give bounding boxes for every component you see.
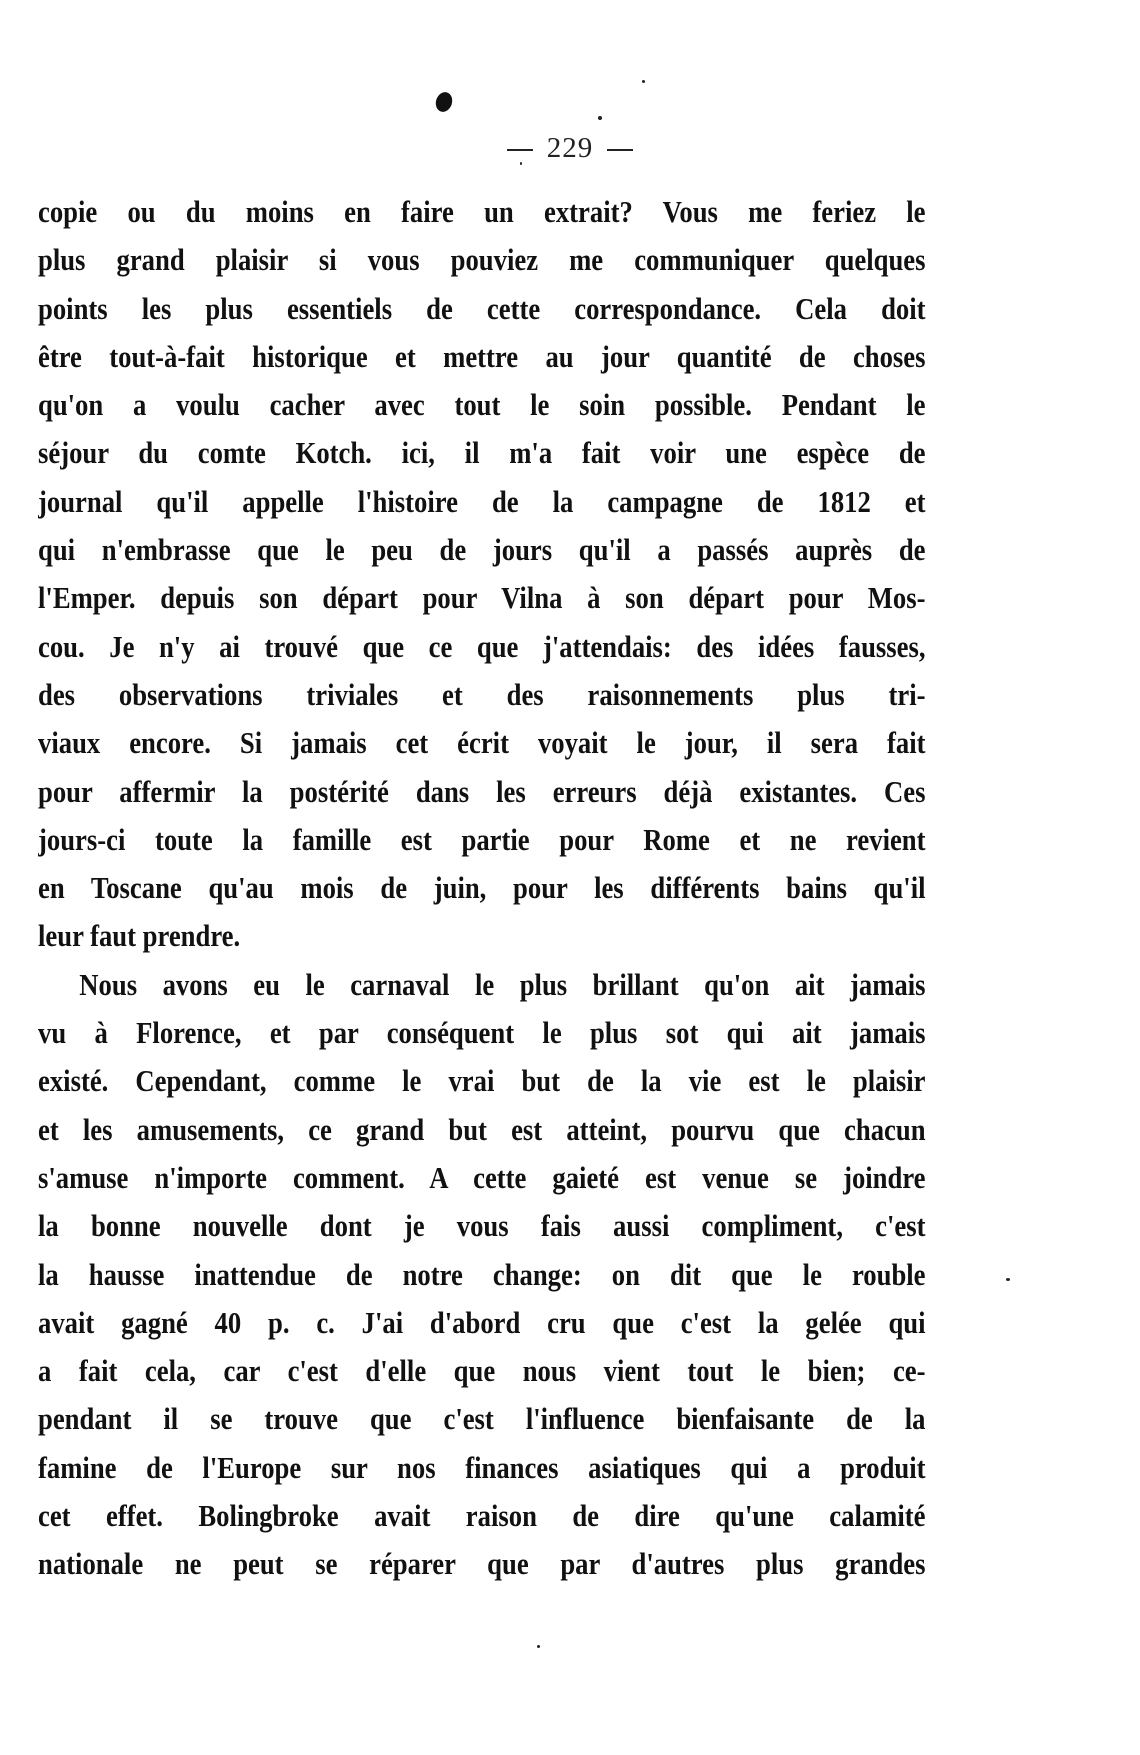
text-line: pendant il se trouve que c'est l'influence bienfaisante de la — [38, 1401, 926, 1437]
ink-speck — [642, 80, 645, 83]
ink-speck — [537, 1645, 540, 1648]
text-line: plus grand plaisir si vous pouviez me communiquer quelques — [38, 242, 926, 278]
text-line: l'Emper. depuis son départ pour Vilna à son départ pour Mos- — [38, 580, 926, 616]
text-line: copie ou du moins en faire un extrait? Vous me feriez le — [38, 194, 926, 229]
text-line: séjour du comte Kotch. ici, il m'a fait voir une espèce de — [38, 435, 926, 471]
text-line: journal qu'il appelle l'histoire de la campagne de 1812 et — [38, 483, 926, 519]
text-line: pour affermir la postérité dans les erreurs déjà existantes. Ces — [38, 773, 926, 809]
page-number — [0, 132, 1140, 165]
text-line: existé. Cependant, comme le vrai but de la vie est le plaisir — [38, 1063, 926, 1099]
ink-speck — [1006, 1278, 1010, 1281]
text-line: famine de l'Europe sur nos finances asiatiques qui a produit — [38, 1449, 926, 1485]
text-line: nationale ne peut se réparer que par d'autres plus grandes — [38, 1546, 926, 1582]
text-line: des observations triviales et des raisonnements plus tri- — [38, 676, 926, 712]
ink-blot — [433, 90, 454, 114]
text-line: qui n'embrasse que le peu de jours qu'il a passés auprès de — [38, 532, 926, 568]
text-line: leur faut prendre. — [38, 918, 241, 954]
folio-dash-right — [607, 149, 633, 151]
text-line: en Toscane qu'au mois de juin, pour les différents bains qu'il — [38, 870, 926, 906]
body-text — [38, 188, 926, 1589]
text-line: points les plus essentiels de cette correspondance. Cela doit — [38, 290, 926, 326]
text-line: jours-ci toute la famille est partie pour Rome et ne revient — [38, 821, 926, 857]
page-number-value: 229 — [546, 132, 594, 164]
text-line: a fait cela, car c'est d'elle que nous vient tout le bien; ce- — [38, 1353, 926, 1389]
text-line: la bonne nouvelle dont je vous fais aussi compliment, c'est — [38, 1208, 926, 1244]
text-line: qu'on a voulu cacher avec tout le soin possible. Pendant le — [38, 387, 926, 423]
text-line: avait gagné 40 p. c. J'ai d'abord cru que c'est la gelée qui — [38, 1304, 926, 1340]
text-line: Nous avons eu le carnaval le plus brillant qu'on ait jamais — [79, 966, 926, 1002]
text-line: la hausse inattendue de notre change: on dit que le rouble — [38, 1256, 926, 1292]
text-line: cet effet. Bolingbroke avait raison de dire qu'une calamité — [38, 1498, 926, 1534]
text-line: viaux encore. Si jamais cet écrit voyait le jour, il sera fait — [38, 725, 926, 761]
text-line: et les amusements, ce grand but est atteint, pourvu que chacun — [38, 1111, 926, 1147]
text-line: vu à Florence, et par conséquent le plus sot qui ait jamais — [38, 1015, 926, 1051]
ink-speck — [598, 116, 602, 120]
text-line: cou. Je n'y ai trouvé que ce que j'attendais: des idées fausses, — [38, 628, 926, 664]
text-line: s'amuse n'importe comment. A cette gaieté est venue se joindre — [38, 1159, 926, 1195]
text-line: être tout-à-fait historique et mettre au jour quantité de choses — [38, 338, 926, 374]
folio-dash-left — [507, 149, 533, 151]
